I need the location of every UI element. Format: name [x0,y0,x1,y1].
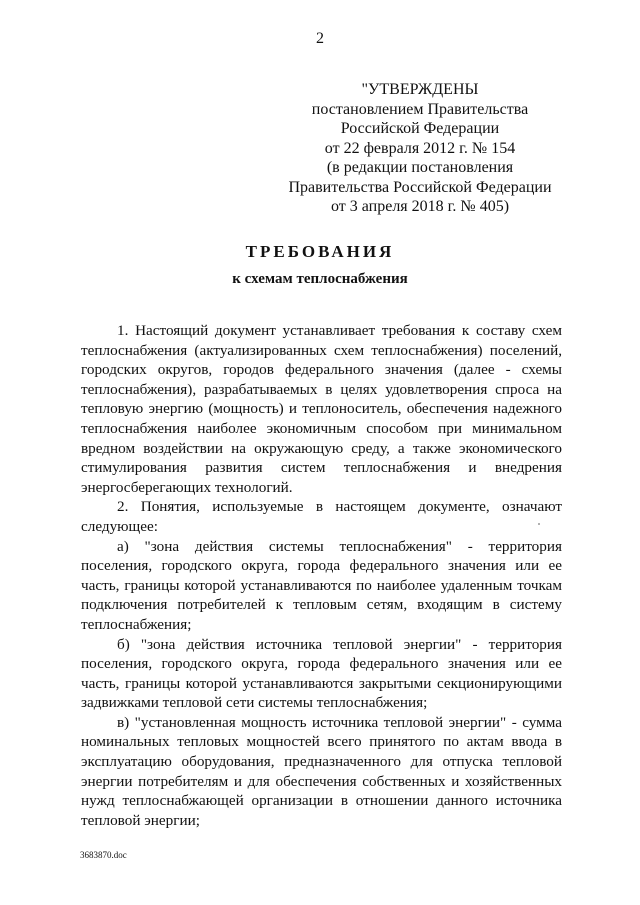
approval-line: "УТВЕРЖДЕНЫ [361,81,479,98]
document-title: ТРЕБОВАНИЯ [245,242,395,261]
approval-line: постановлением Правительства [311,100,529,118]
approval-line: от 22 февраля 2012 г. № 154 [324,139,516,157]
approval-line: Правительства Российской Федерации [288,178,552,196]
paragraph-2c: в) "установленная мощность источника тепловой энергии" - сумма номинальных тепловых мощностей всего принятого по актам ввода в эксплуатацию оборудования, предназначенного для отпуска тепловой энергии потребителям и для обеспечения собственных и хозяйственных нужд теплоснабжающей организации в отношении данного источника тепловой энергии; [81,713,562,829]
approval-line: (в редакции постановления [326,159,514,176]
paragraph-2: 2. Понятия, используемые в настоящем документе, означают следующее: [81,498,562,535]
file-name-footer: 3683870.doc [80,850,127,860]
paragraph-1: 1. Настоящий документ устанавливает требования к составу схем теплоснабжения (актуализированных схем теплоснабжения) поселений, городских округов, городов федерального значения (далее - схемы теплоснабжения), разрабатываемых в целях удовлетворения спроса на тепловую энергию (мощность) и теплоноситель, обеспечения надежного теплоснабжения наиболее экономичным способом при минимальном вредном воздействии на окружающую среду, а также экономического стимулирования развития систем теплоснабжения и внедрения энергосберегающих технологий. [81,322,562,496]
scan-speck [538,523,540,525]
approval-line: Российской Федерации [340,120,500,137]
paragraph-2a: а) "зона действия системы теплоснабжения" - территория поселения, городского округа, города федерального значения или ее часть, границы которой устанавливаются по наиболее удаленным точкам подключения потребителей к тепловым сетям, входящим в систему теплоснабжения; [81,537,562,633]
approval-block [270,80,570,217]
paragraph-2b: б) "зона действия источника тепловой энергии" - территория поселения, городского округа, города федерального значения или ее часть, границы которой устанавливаются закрытыми секционирующими задвижками тепловой сети системы теплоснабжения; [81,635,562,712]
approval-line: от 3 апреля 2018 г. № 405) [330,198,510,215]
document-body [81,321,562,830]
page-number: 2 [316,30,324,47]
document-subtitle: к схемам теплоснабжения [232,271,408,287]
